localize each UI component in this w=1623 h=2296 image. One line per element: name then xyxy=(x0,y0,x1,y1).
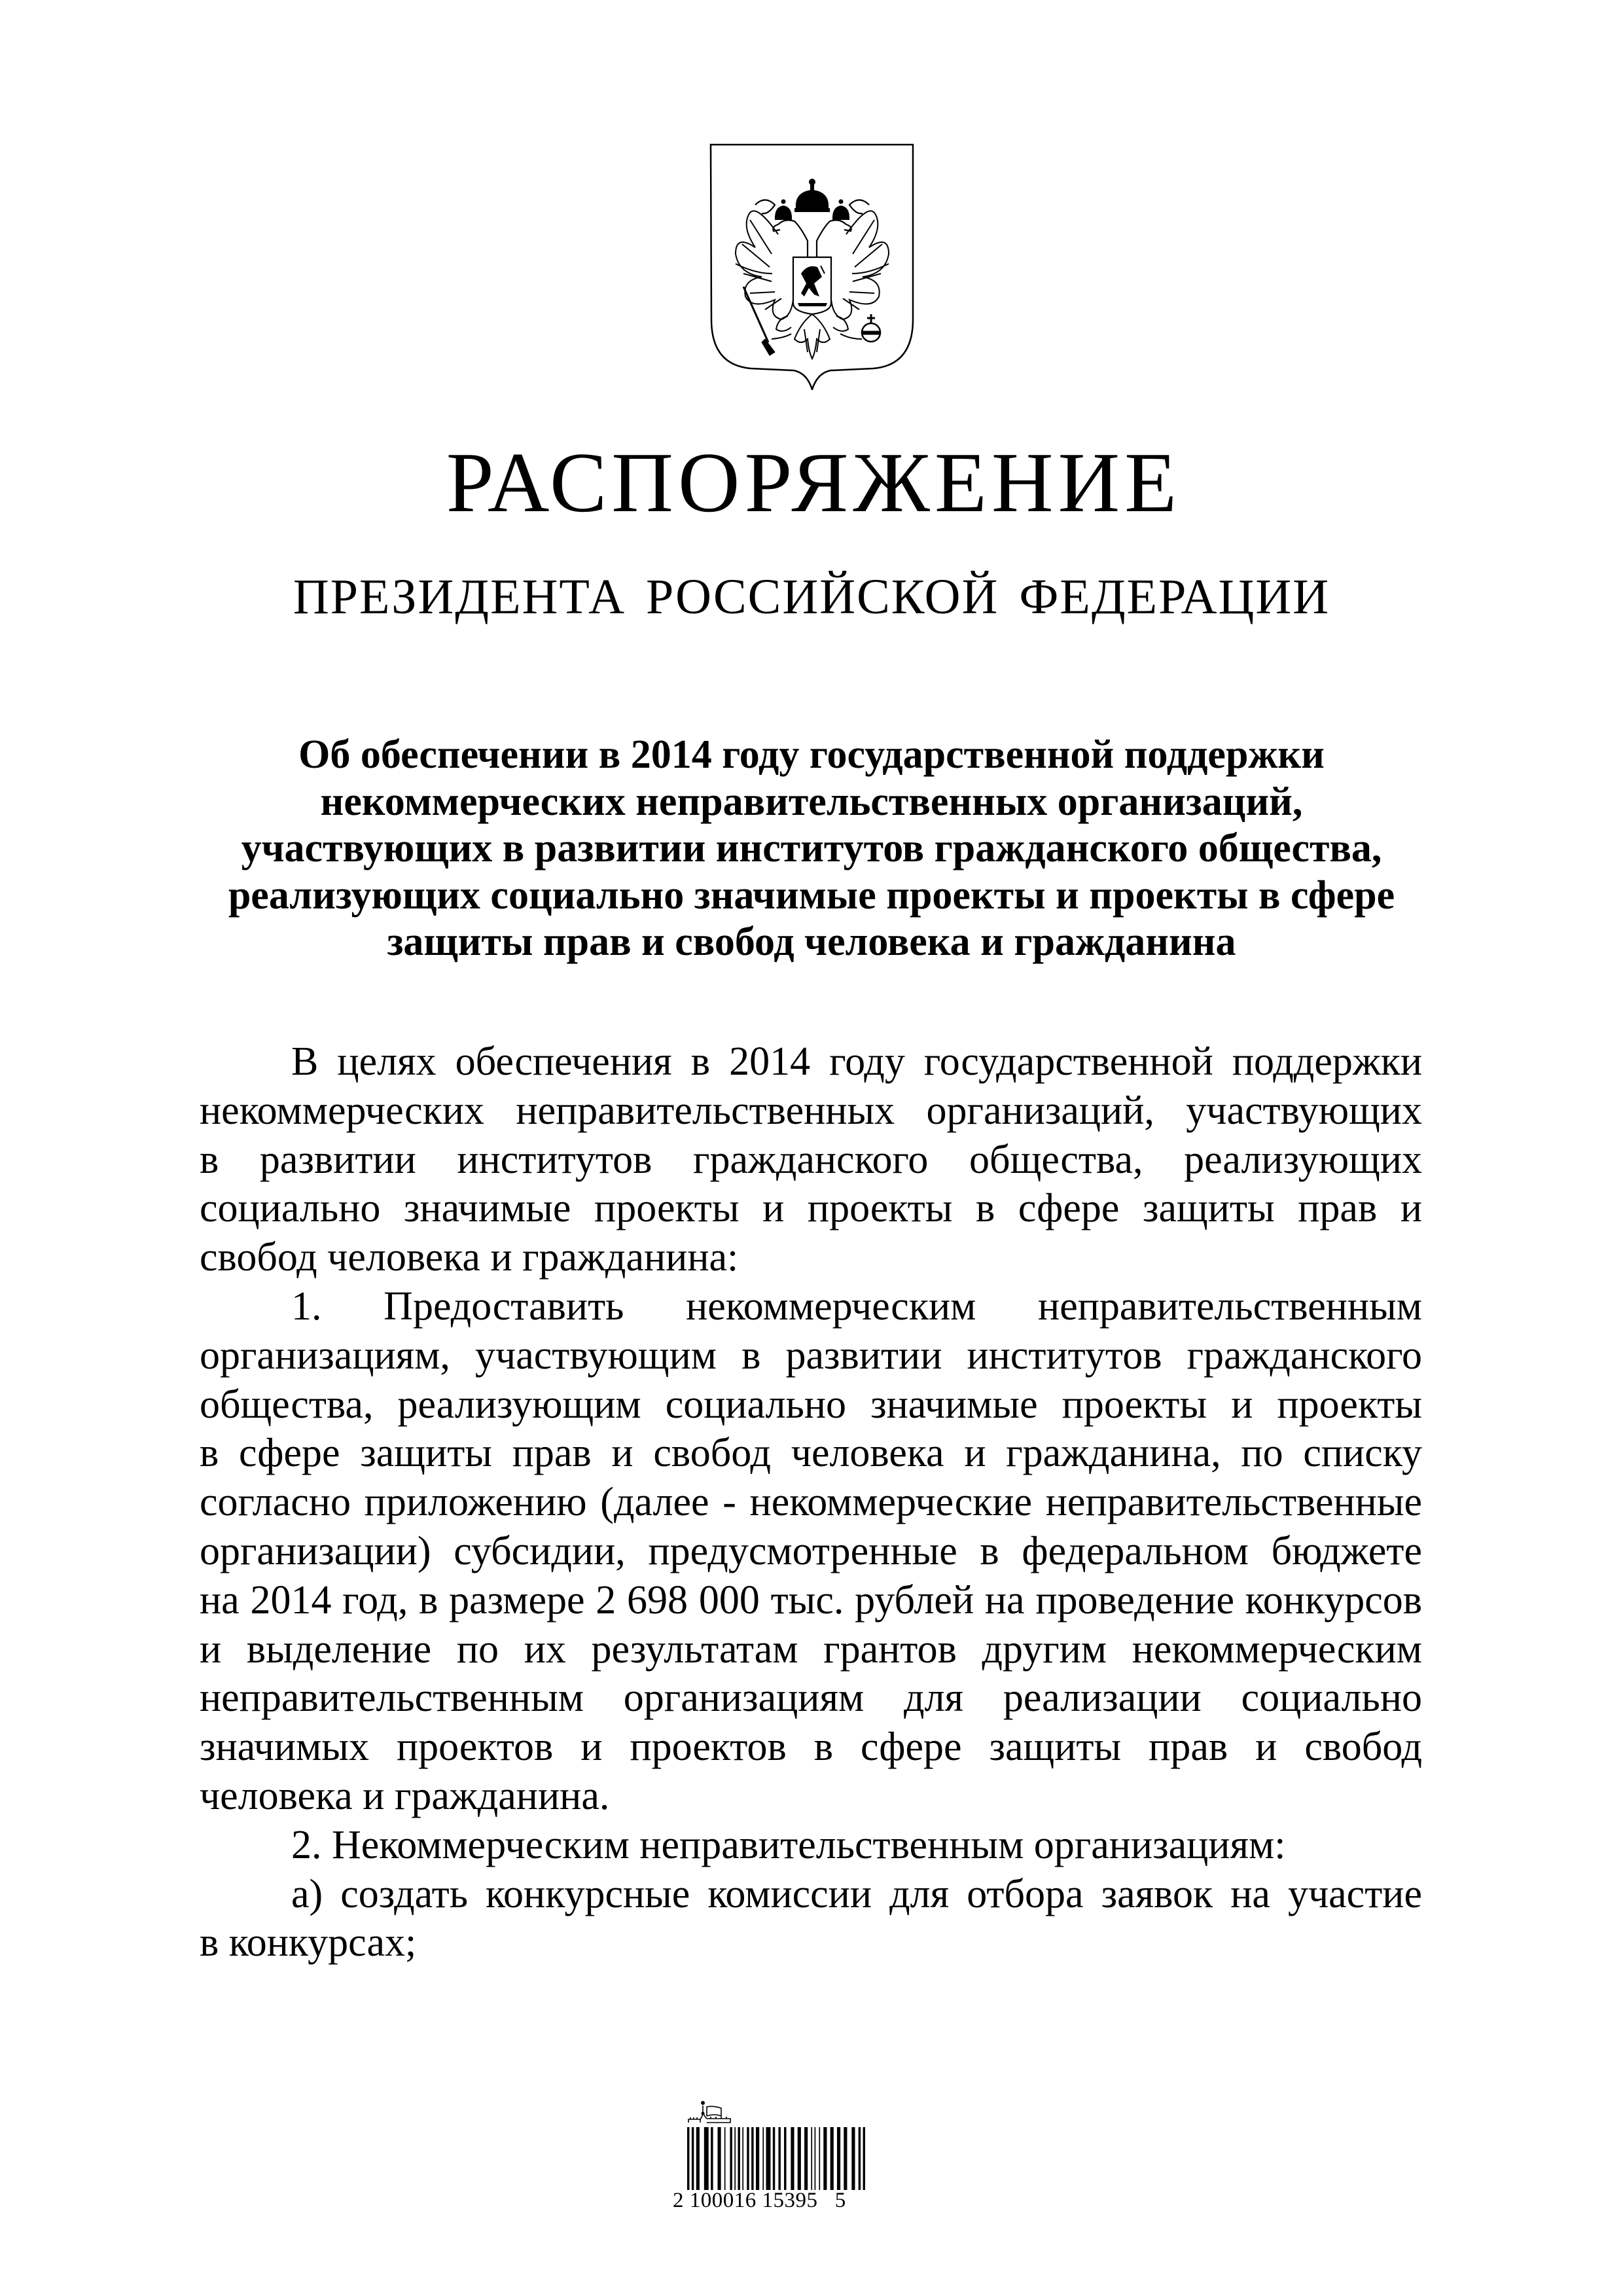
barcode-bar xyxy=(778,2127,780,2190)
item-2a-paragraph xyxy=(200,1870,1422,1968)
text-line: В целях обеспечения в 2014 году государственной поддержки xyxy=(291,1039,1422,1084)
barcode-bar xyxy=(756,2127,759,2190)
st-george-escutcheon xyxy=(793,257,831,314)
document-heading xyxy=(196,732,1427,966)
heading-line: Об обеспечении в 2014 году государственной поддержки xyxy=(298,732,1325,777)
text-line: значимых проектов и проектов в сфере защиты прав и свобод xyxy=(200,1725,1422,1770)
barcode-bar xyxy=(742,2127,743,2190)
barcode-bar xyxy=(837,2127,840,2190)
text-line: некоммерческих неправительственных организаций, участвующих xyxy=(200,1088,1422,1133)
barcode-bar xyxy=(724,2127,726,2190)
text-line: свобод человека и гражданина: xyxy=(200,1235,739,1280)
text-line: и выделение по их результатам грантов другим некоммерческим xyxy=(200,1626,1422,1672)
barcode-bar xyxy=(730,2127,732,2190)
text-line: общества, реализующим социально значимые проекты и проекты xyxy=(200,1382,1422,1427)
barcode-bar xyxy=(696,2127,700,2190)
barcode-bar xyxy=(819,2127,820,2190)
eagle-wing-right xyxy=(831,211,889,319)
barcode-bar xyxy=(830,2127,834,2190)
document-type-title: РАСПОРЯЖЕНИЕ xyxy=(446,435,1182,530)
text-line: организации) субсидии, предусмотренные в федеральном бюджете xyxy=(200,1528,1422,1573)
text-line: согласно приложению (далее - некоммерческие неправительственные xyxy=(200,1480,1422,1525)
heading-line: участвующих в развитии институтов гражданского общества, xyxy=(241,826,1382,870)
barcode-bar xyxy=(784,2127,786,2190)
text-line: неправительственным организациям для реализации социально xyxy=(200,1676,1422,1721)
text-line: организациям, участвующим в развитии институтов гражданского xyxy=(200,1333,1422,1378)
barcode-bar xyxy=(734,2127,736,2190)
text-line: в конкурсах; xyxy=(200,1920,417,1965)
heading-line: реализующих социально значимые проекты и проекты в сфере xyxy=(228,872,1395,918)
eagle-wing-left xyxy=(736,211,793,319)
heading-line: некоммерческих неправительственных организаций, xyxy=(320,779,1303,824)
item-2-paragraph xyxy=(200,1821,1422,1870)
barcode-bar xyxy=(762,2127,764,2190)
scepter-icon xyxy=(743,287,791,355)
barcode-bar xyxy=(687,2127,689,2190)
document-body xyxy=(200,1037,1422,1967)
text-line: а) создать конкурсные комиссии для отбора заявок на участие xyxy=(291,1871,1422,1916)
barcode-bar xyxy=(747,2127,749,2190)
text-line: 1. Предоставить некоммерческим неправительственным xyxy=(291,1283,1422,1329)
barcode-bar xyxy=(704,2127,709,2190)
text-line: на 2014 год, в размере 2 698 000 тыс. рублей на проведение конкурсов xyxy=(200,1577,1422,1623)
preamble-paragraph xyxy=(200,1037,1422,1282)
barcode-bar xyxy=(804,2127,808,2190)
text-line: в развитии институтов гражданского общества, реализующих xyxy=(200,1137,1422,1182)
barcode-bar xyxy=(798,2127,801,2190)
text-line: социально значимые проекты и проекты в сфере защиты прав и xyxy=(200,1186,1422,1231)
barcode-bar xyxy=(863,2127,865,2190)
barcode-bar xyxy=(692,2127,694,2190)
barcode-bar xyxy=(823,2127,827,2190)
barcode-bar xyxy=(815,2127,816,2190)
barcode-bar xyxy=(751,2127,753,2190)
barcode-bar xyxy=(766,2127,771,2190)
barcode-number: 2 100016 15395 5 xyxy=(673,2189,846,2212)
russian-coat-of-arms-icon xyxy=(709,143,915,390)
barcode-bar xyxy=(711,2127,713,2190)
barcode-bar xyxy=(844,2127,847,2190)
barcode-bar xyxy=(738,2127,740,2190)
barcode-bar xyxy=(811,2127,812,2190)
barcode-bar xyxy=(791,2127,794,2190)
kremlin-logo-icon xyxy=(687,2098,733,2124)
coat-of-arms-emblem xyxy=(709,143,915,390)
text-line: в сфере защиты прав и свобод человека и гражданина, по списку xyxy=(200,1431,1422,1476)
barcode-icon xyxy=(687,2127,865,2190)
barcode-bar xyxy=(851,2127,855,2190)
text-line: человека и гражданина. xyxy=(200,1773,610,1818)
barcode-bar xyxy=(859,2127,861,2190)
heading-line: защиты прав и свобод человека и гражданина xyxy=(387,920,1236,964)
item-1-paragraph xyxy=(200,1282,1422,1821)
text-line: 2. Некоммерческим неправительственным организациям: xyxy=(291,1822,1286,1867)
barcode-bar xyxy=(717,2127,721,2190)
barcode-bar xyxy=(773,2127,775,2190)
issuer-subtitle: ПРЕЗИДЕНТА РОССИЙСКОЙ ФЕДЕРАЦИИ xyxy=(293,569,1330,624)
crown-icon xyxy=(794,179,830,212)
